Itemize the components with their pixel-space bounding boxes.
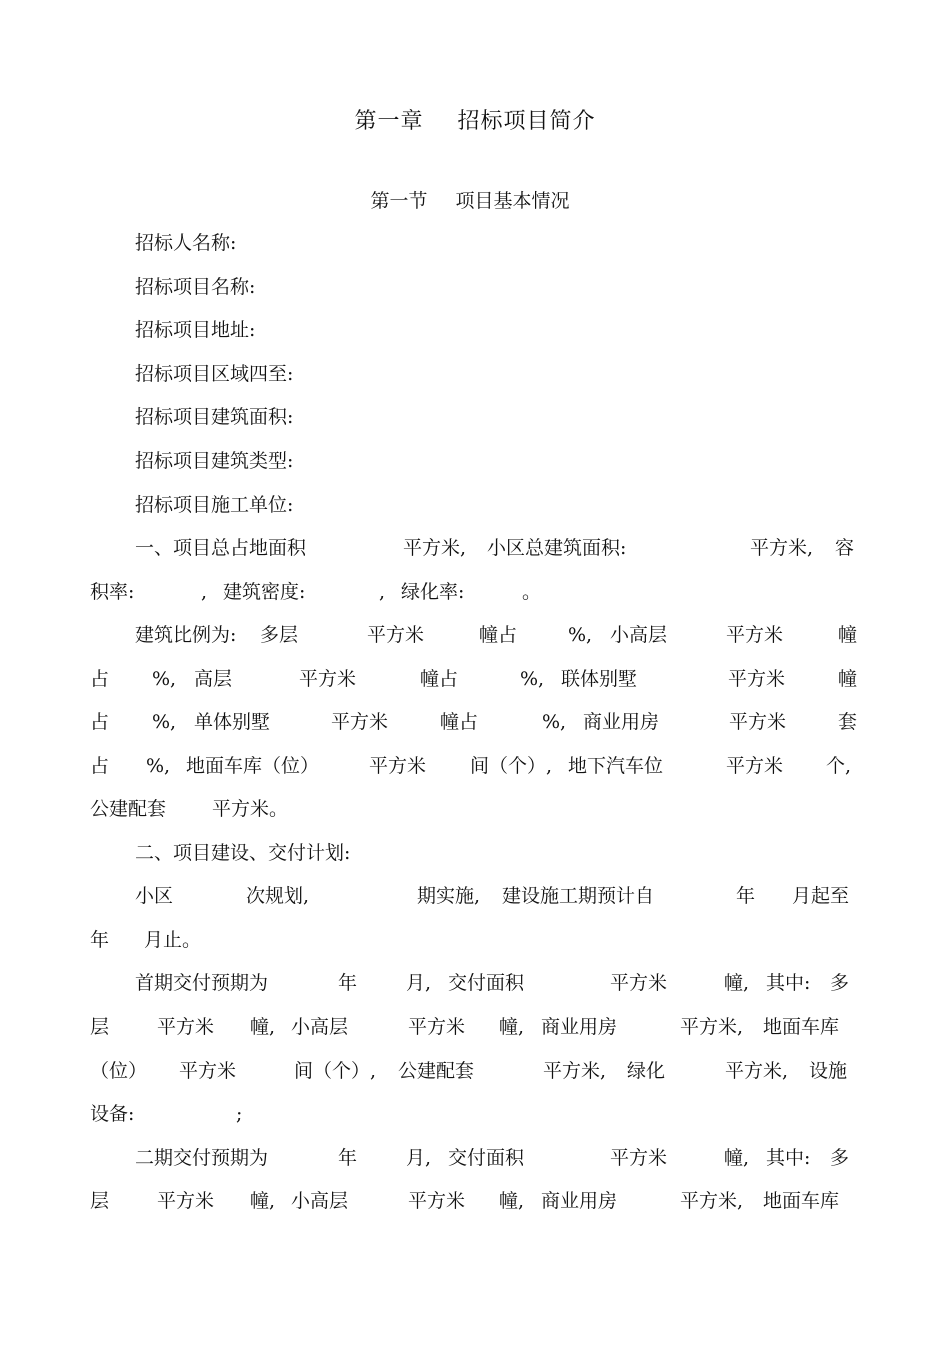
text-segment: %, <box>520 668 545 690</box>
field-label: 招标人名称: <box>135 232 237 254</box>
field-line <box>90 228 860 258</box>
text-segment: 占 <box>90 755 110 777</box>
section-heading <box>0 186 940 213</box>
text-segment: 年 <box>338 972 358 994</box>
text-segment: 平方米 <box>610 1147 668 1169</box>
text-segment: 幢, <box>499 1016 525 1038</box>
text-segment: 其中: <box>766 972 811 994</box>
chapter-number: 第一章 <box>354 109 424 134</box>
text-segment: 绿化率: <box>401 581 465 603</box>
text-segment: 幢 <box>838 668 858 690</box>
text-segment: 平方米 <box>726 624 784 646</box>
text-segment: 幢, <box>724 1147 750 1169</box>
text-segment: , <box>379 581 386 603</box>
text-segment: 平方米 <box>367 624 425 646</box>
text-segment: 二、项目建设、交付计划: <box>135 842 351 864</box>
text-segment: 次规划, <box>246 885 310 907</box>
text-segment: 小高层 <box>291 1016 349 1038</box>
text-segment: 平方米 <box>331 711 389 733</box>
text-segment: 小高层 <box>291 1190 349 1212</box>
text-segment: 平方米, <box>680 1190 744 1212</box>
body-line <box>90 1099 860 1129</box>
text-segment: 平方米。 <box>212 798 289 820</box>
section-title: 项目基本情况 <box>455 190 570 212</box>
text-segment: 小高层 <box>610 624 668 646</box>
text-segment: 地面车库 <box>763 1016 840 1038</box>
body-line <box>90 1186 860 1216</box>
text-segment: 公建配套 <box>90 798 167 820</box>
text-segment: %, <box>152 711 177 733</box>
body-line <box>90 794 860 824</box>
text-segment: 建筑比例为: <box>135 624 237 646</box>
text-segment: %, <box>568 624 593 646</box>
text-segment: 平方米 <box>726 755 784 777</box>
text-segment: 年 <box>90 929 110 951</box>
body-line <box>90 838 860 868</box>
chapter-title: 招标项目简介 <box>457 109 596 134</box>
body-line <box>90 1143 860 1173</box>
body-line <box>90 707 860 737</box>
text-segment: 层 <box>90 1190 110 1212</box>
field-line <box>90 272 860 302</box>
text-segment: 商业用房 <box>541 1016 618 1038</box>
text-segment: 幢, <box>250 1016 276 1038</box>
field-line <box>90 315 860 345</box>
body-line <box>90 925 860 955</box>
text-segment: 二期交付预期为 <box>135 1147 269 1169</box>
field-label: 招标项目建筑类型: <box>135 450 294 472</box>
field-line <box>90 359 860 389</box>
text-segment: 积率: <box>90 581 135 603</box>
text-segment: 小区总建筑面积: <box>487 537 627 559</box>
body-line <box>90 1056 860 1086</box>
text-segment: 地面车库（位） <box>186 755 320 777</box>
text-segment: 单体别墅 <box>194 711 271 733</box>
text-segment: , <box>201 581 208 603</box>
field-label: 招标项目地址: <box>135 319 256 341</box>
text-segment: 平方米 <box>408 1016 466 1038</box>
text-segment: 联体别墅 <box>561 668 638 690</box>
text-segment: 月, <box>406 1147 432 1169</box>
text-segment: 占 <box>90 668 110 690</box>
body-line <box>90 664 860 694</box>
text-segment: 平方米 <box>157 1190 215 1212</box>
text-segment: 幢占 <box>479 624 518 646</box>
text-segment: 多 <box>830 1147 850 1169</box>
body-line <box>90 968 860 998</box>
text-segment: 公建配套 <box>398 1060 475 1082</box>
text-segment: 容 <box>835 537 855 559</box>
body-line <box>90 1012 860 1042</box>
text-segment: 套 <box>838 711 858 733</box>
text-segment: 占 <box>90 711 110 733</box>
text-segment: 其中: <box>766 1147 811 1169</box>
text-segment: 平方米 <box>408 1190 466 1212</box>
text-segment: 幢 <box>838 624 858 646</box>
section-number: 第一节 <box>370 190 428 212</box>
text-segment: 幢占 <box>440 711 479 733</box>
text-segment: 月止。 <box>144 929 202 951</box>
text-segment: %, <box>152 668 177 690</box>
text-segment: 平方米 <box>299 668 357 690</box>
body-line <box>90 577 860 607</box>
text-segment: 期实施, <box>417 885 481 907</box>
text-segment: 绿化 <box>627 1060 666 1082</box>
field-line <box>90 446 860 476</box>
text-segment: 交付面积 <box>448 972 525 994</box>
text-segment: 年 <box>736 885 756 907</box>
text-segment: 交付面积 <box>448 1147 525 1169</box>
text-segment: 间（个）, <box>470 755 553 777</box>
text-segment: 小区 <box>135 885 174 907</box>
text-segment: 首期交付预期为 <box>135 972 269 994</box>
field-label: 招标项目建筑面积: <box>135 406 294 428</box>
text-segment: 高层 <box>194 668 233 690</box>
body-line <box>90 751 860 781</box>
text-segment: 多层 <box>260 624 299 646</box>
text-segment: 层 <box>90 1016 110 1038</box>
text-segment: 地下汽车位 <box>568 755 664 777</box>
text-segment: 平方米, <box>403 537 467 559</box>
text-segment: 商业用房 <box>541 1190 618 1212</box>
chapter-heading <box>0 104 950 135</box>
text-segment: 平方米, <box>725 1060 789 1082</box>
text-segment: 平方米 <box>157 1016 215 1038</box>
text-segment: 平方米 <box>369 755 427 777</box>
text-segment: 平方米 <box>179 1060 237 1082</box>
body-line <box>90 620 860 650</box>
text-segment: 平方米 <box>728 668 786 690</box>
text-segment: 建设施工期预计自 <box>502 885 655 907</box>
body-line <box>90 881 860 911</box>
field-label: 招标项目施工单位: <box>135 494 294 516</box>
text-segment: 设施 <box>809 1060 848 1082</box>
text-segment: 设备: <box>90 1103 135 1125</box>
text-segment: 商业用房 <box>583 711 660 733</box>
field-line <box>90 490 860 520</box>
text-segment: %, <box>146 755 171 777</box>
body-line <box>90 533 860 563</box>
text-segment: 建筑密度: <box>223 581 306 603</box>
field-label: 招标项目名称: <box>135 276 256 298</box>
field-label: 招标项目区域四至: <box>135 363 294 385</box>
text-segment: 幢, <box>250 1190 276 1212</box>
text-segment: 年 <box>338 1147 358 1169</box>
text-segment: （位） <box>90 1060 148 1082</box>
text-segment: 平方米, <box>543 1060 607 1082</box>
text-segment: 多 <box>830 972 850 994</box>
text-segment: 幢, <box>499 1190 525 1212</box>
text-segment: 平方米 <box>729 711 787 733</box>
text-segment: 幢, <box>724 972 750 994</box>
text-segment: 平方米 <box>610 972 668 994</box>
text-segment: ; <box>236 1103 243 1125</box>
text-segment: 一、项目总占地面积 <box>135 537 307 559</box>
field-line <box>90 402 860 432</box>
text-segment: 月起至 <box>792 885 850 907</box>
text-segment: 月, <box>406 972 432 994</box>
text-segment: %, <box>542 711 567 733</box>
text-segment: 平方米, <box>750 537 814 559</box>
text-segment: 幢占 <box>420 668 459 690</box>
text-segment: 。 <box>522 581 542 603</box>
text-segment: 个, <box>826 755 852 777</box>
text-segment: 平方米, <box>680 1016 744 1038</box>
text-segment: 地面车库 <box>763 1190 840 1212</box>
text-segment: 间（个）, <box>294 1060 377 1082</box>
